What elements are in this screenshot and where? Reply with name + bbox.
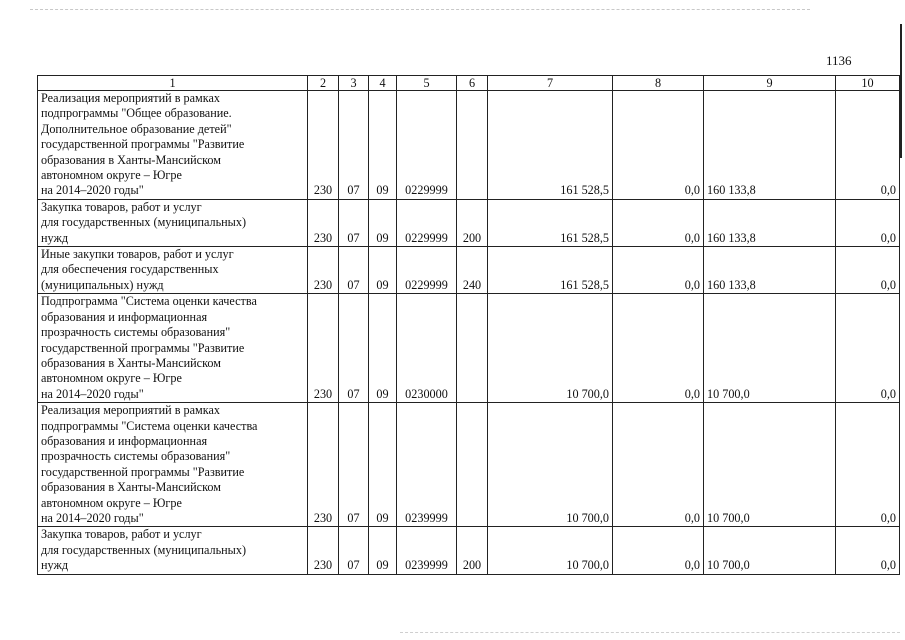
cell-subsection: 09	[369, 247, 397, 294]
cell-section: 07	[339, 91, 369, 200]
cell-ministry-code: 230	[308, 199, 339, 246]
cell-amount-total: 161 528,5	[488, 199, 613, 246]
column-header: 4	[369, 76, 397, 91]
margin-rule	[900, 24, 902, 158]
cell-amount-col8: 0,0	[613, 403, 704, 527]
column-header: 1	[38, 76, 308, 91]
column-header: 8	[613, 76, 704, 91]
cell-amount-col9: 10 700,0	[704, 527, 836, 574]
cell-amount-col9: 10 700,0	[704, 403, 836, 527]
cell-target-article: 0230000	[397, 294, 457, 403]
cell-subsection: 09	[369, 527, 397, 574]
column-header: 7	[488, 76, 613, 91]
cell-amount-total: 161 528,5	[488, 91, 613, 200]
table-row	[38, 294, 900, 403]
cell-ministry-code: 230	[308, 247, 339, 294]
column-header: 3	[339, 76, 369, 91]
column-header: 6	[457, 76, 488, 91]
cell-ministry-code: 230	[308, 403, 339, 527]
cell-target-article: 0229999	[397, 91, 457, 200]
cell-amount-col10: 0,0	[836, 527, 900, 574]
cell-ministry-code: 230	[308, 91, 339, 200]
row-description: Реализация мероприятий в рамках подпрограммы "Система оценки качества образования и информационная прозрачность системы образования" государственной программы "Развитие образования в Ханты-Мансийском автономном округе – Югре на 2014–2020 годы"	[38, 403, 308, 527]
cell-amount-col8: 0,0	[613, 527, 704, 574]
cell-amount-col10: 0,0	[836, 403, 900, 527]
cell-section: 07	[339, 247, 369, 294]
table-row	[38, 91, 900, 200]
column-header: 9	[704, 76, 836, 91]
cell-amount-col10: 0,0	[836, 91, 900, 200]
table-row	[38, 199, 900, 246]
cell-section: 07	[339, 403, 369, 527]
page-number: 1136	[826, 53, 852, 68]
cell-amount-col10: 0,0	[836, 247, 900, 294]
cell-amount-col9: 160 133,8	[704, 199, 836, 246]
cell-amount-col8: 0,0	[613, 247, 704, 294]
cell-expense-type	[457, 403, 488, 527]
cell-ministry-code: 230	[308, 294, 339, 403]
column-header: 10	[836, 76, 900, 91]
row-description: Реализация мероприятий в рамках подпрограммы "Общее образование. Дополнительное образование детей" государственной программы "Развитие образования в Ханты-Мансийском автономном округе – Югре на 2014–2020 годы"	[38, 91, 308, 200]
cell-target-article: 0239999	[397, 403, 457, 527]
cell-amount-col10: 0,0	[836, 294, 900, 403]
table-row	[38, 527, 900, 574]
cell-amount-col8: 0,0	[613, 91, 704, 200]
row-description: Закупка товаров, работ и услуг для государственных (муниципальных) нужд	[38, 199, 308, 246]
row-description: Закупка товаров, работ и услуг для государственных (муниципальных) нужд	[38, 527, 308, 574]
cell-subsection: 09	[369, 199, 397, 246]
cell-subsection: 09	[369, 294, 397, 403]
cell-amount-col9: 160 133,8	[704, 247, 836, 294]
scan-artifact-bottom	[400, 632, 900, 634]
cell-amount-col8: 0,0	[613, 294, 704, 403]
cell-target-article: 0239999	[397, 527, 457, 574]
cell-target-article: 0229999	[397, 247, 457, 294]
row-description: Иные закупки товаров, работ и услуг для обеспечения государственных (муниципальных) нужд	[38, 247, 308, 294]
table-row	[38, 247, 900, 294]
table-header-row	[38, 76, 900, 91]
cell-target-article: 0229999	[397, 199, 457, 246]
cell-amount-col9: 160 133,8	[704, 91, 836, 200]
cell-amount-total: 10 700,0	[488, 294, 613, 403]
cell-amount-total: 161 528,5	[488, 247, 613, 294]
table-row	[38, 403, 900, 527]
budget-table	[37, 75, 900, 575]
cell-section: 07	[339, 199, 369, 246]
cell-amount-col9: 10 700,0	[704, 294, 836, 403]
column-header: 2	[308, 76, 339, 91]
cell-subsection: 09	[369, 403, 397, 527]
cell-ministry-code: 230	[308, 527, 339, 574]
cell-amount-col8: 0,0	[613, 199, 704, 246]
cell-amount-total: 10 700,0	[488, 403, 613, 527]
cell-expense-type: 200	[457, 199, 488, 246]
cell-amount-total: 10 700,0	[488, 527, 613, 574]
cell-expense-type	[457, 294, 488, 403]
cell-subsection: 09	[369, 91, 397, 200]
cell-expense-type	[457, 91, 488, 200]
cell-amount-col10: 0,0	[836, 199, 900, 246]
cell-expense-type: 200	[457, 527, 488, 574]
scan-artifact-top	[30, 9, 810, 11]
cell-section: 07	[339, 294, 369, 403]
row-description: Подпрограмма "Система оценки качества образования и информационная прозрачность системы образования" государственной программы "Развитие образования в Ханты-Мансийском автономном округе – Югре на 2014–2020 годы"	[38, 294, 308, 403]
cell-expense-type: 240	[457, 247, 488, 294]
cell-section: 07	[339, 527, 369, 574]
column-header: 5	[397, 76, 457, 91]
